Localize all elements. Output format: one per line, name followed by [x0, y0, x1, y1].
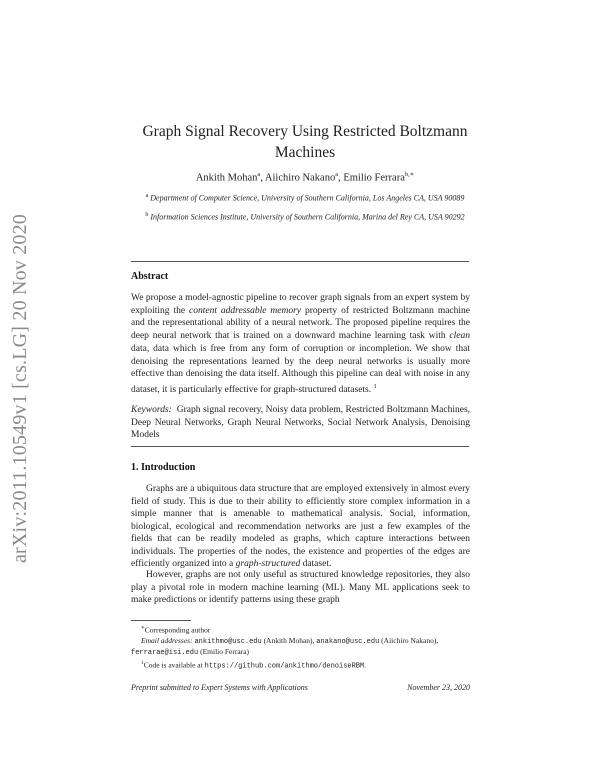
abstract-heading: Abstract — [131, 271, 169, 282]
preprint-date: November 23, 2020 — [407, 683, 470, 692]
footnote — [131, 623, 470, 636]
footnote-marker: 1 — [373, 382, 377, 390]
footnote-rule — [131, 620, 191, 621]
arxiv-identifier-stamp — [8, 198, 34, 578]
section-heading: 1. Introduction — [131, 462, 196, 473]
affiliation — [140, 210, 470, 223]
abstract-emphasis: content addressable memory — [189, 305, 302, 316]
abstract-text-part: property of restricted Boltzmann machine and the representational ability of a neural network. The proposed pipeline requires the deep neural network that is trained on a downward machine learning task with — [131, 305, 470, 342]
email-address[interactable]: ferrarae@isi.edu — [131, 648, 199, 657]
body-paragraph: However, graphs are not only useful as structured knowledge repositories, they also play a pivotal role in modern machine learning (ML). Many ML applications seek to make predictions or identify patterns using these graph — [131, 570, 470, 605]
abstract-text — [131, 292, 470, 397]
abstract-top-rule — [131, 261, 469, 262]
footnote — [131, 658, 470, 672]
paper-title: Graph Signal Recovery Using Restricted Boltzmann Machines — [142, 123, 468, 161]
email-address[interactable]: anakano@usc.edu — [316, 637, 380, 646]
affiliation — [140, 191, 470, 204]
arxiv-identifier-text: arXiv:2011.10549v1 [cs.LG] 20 Nov 2020 — [9, 213, 32, 563]
footnote-marker: 1 — [141, 660, 144, 667]
preprint-note: Preprint submitted to Expert Systems with Applications — [131, 683, 308, 692]
email-label: Email addresses: — [141, 635, 193, 645]
paragraph-text: Graphs are a ubiquitous data structure that are employed extensively in almost every field of study. This is due to their ability to efficiently store complex information in a simple manner that is amenable to mathematical analysis. Social, information, biological, ecological and recommendation networks are just a few examples of the fields that can be readily modeled as graphs, which capture interactions between individuals. The properties of the nodes, the existence and properties of the edges are efficiently organized into a — [131, 484, 470, 569]
paragraph-emphasis: graph-structured — [235, 559, 301, 569]
affiliation-mark: a — [145, 193, 149, 199]
code-link[interactable]: https://github.com/ankithmo/denoiseRBM — [204, 662, 365, 671]
footnote-text: Code is available at — [143, 660, 205, 670]
body-paragraph — [131, 483, 470, 571]
author-affiliation-mark: a — [335, 171, 339, 178]
keywords-label: Keywords: — [131, 405, 172, 415]
footnote-text: (Aiichiro Nakano), — [379, 635, 439, 645]
footnote — [131, 636, 470, 658]
keywords — [131, 404, 470, 442]
footnote-text: Corresponding author — [144, 625, 211, 635]
email-address[interactable]: ankithmo@usc.edu — [194, 637, 262, 646]
footnote-text: (Emilio Ferrara) — [198, 646, 250, 656]
author-name: Ankith Mohan — [195, 172, 258, 184]
affiliation-text: Department of Computer Science, University of Southern California, Los Angeles CA, USA 90089 — [150, 193, 465, 203]
paragraph-text: dataset. — [300, 559, 332, 569]
abstract-emphasis: clean — [449, 331, 470, 342]
author-name: Emilio Ferrara — [343, 172, 405, 184]
author-name: Aiichiro Nakano — [264, 172, 336, 184]
affiliation-mark: b — [145, 212, 149, 218]
author-list: Ankith Mohan$^a$, Aiichiro Nakano$^a$, Emilio Ferrara$^{b,∗}$ — [195, 171, 415, 184]
keywords-text: Graph signal recovery, Noisy data problem, Restricted Boltzmann Machines, Deep Neural Networks, Graph Neural Networks, Social Network Analysis, Denoising Models — [131, 405, 471, 441]
footnotes — [131, 623, 470, 672]
abstract-bottom-rule — [131, 446, 469, 447]
author-affiliation-mark: a — [257, 171, 261, 178]
footnote-text: (Ankith Mohan), — [261, 635, 317, 645]
affiliation-text: Information Sciences Institute, University of Southern California, Marina del Rey CA, USA 90292 — [150, 212, 465, 222]
author-affiliation-mark: b,∗ — [404, 171, 415, 178]
footnote-marker: ∗ — [141, 625, 145, 631]
footnote-text: . — [364, 660, 367, 670]
abstract-text-part: data, data which is free from any form of corruption or incompletion. We show that denoising the representations learned by the deep neural networks is usually more effective than denoising the data itself. Although this pipeline can deal with noise in any dataset, it is particularly effective for graph-structured datasets. — [131, 343, 470, 396]
abstract-text-part: We propose a model-agnostic pipeline to recover graph signals from an expert system by exploiting the — [131, 293, 470, 316]
